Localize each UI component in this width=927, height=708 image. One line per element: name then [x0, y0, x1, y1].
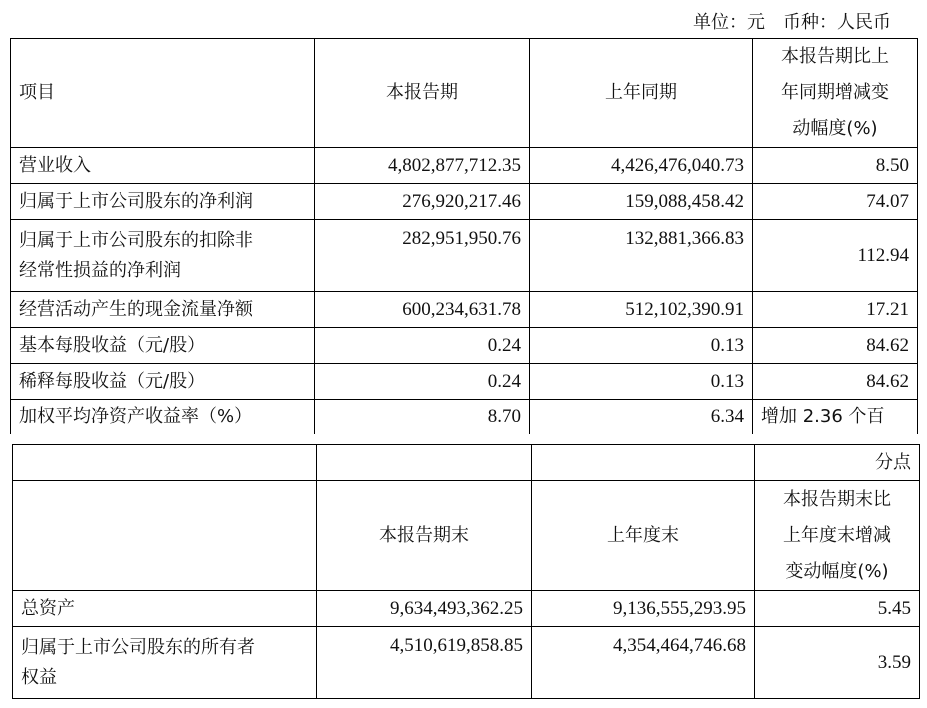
current-value: 4,802,877,712.35 [315, 148, 530, 184]
row-label: 基本每股收益（元/股） [11, 328, 315, 364]
current-value: 4,510,619,858.85 [317, 627, 532, 699]
previous-value: 0.13 [530, 364, 753, 400]
continuation-row [13, 445, 920, 481]
change-value: 84.62 [753, 364, 918, 400]
row-label: 经营活动产生的现金流量净额 [11, 292, 315, 328]
current-value: 9,634,493,362.25 [317, 591, 532, 627]
row-label: 加权平均净资产收益率（%） [11, 400, 315, 434]
header-previous-period: 上年同期 [530, 39, 753, 148]
table-header-row [11, 39, 918, 148]
current-value: 276,920,217.46 [315, 184, 530, 220]
table-row [11, 400, 918, 434]
financial-indicators-table [10, 38, 918, 434]
row-label: 营业收入 [11, 148, 315, 184]
current-value: 600,234,631.78 [315, 292, 530, 328]
previous-value: 132,881,366.83 [530, 220, 753, 292]
row-label: 归属于上市公司股东的净利润 [11, 184, 315, 220]
table-row [11, 328, 918, 364]
table-row [11, 364, 918, 400]
change-value: 74.07 [753, 184, 918, 220]
current-value: 282,951,950.76 [315, 220, 530, 292]
table-row [13, 627, 920, 699]
change-value: 增加 2.36 个百 [753, 400, 918, 434]
previous-value: 512,102,390.91 [530, 292, 753, 328]
table-row [13, 591, 920, 627]
previous-value: 6.34 [530, 400, 753, 434]
current-value: 8.70 [315, 400, 530, 434]
header-current-period: 本报告期 [315, 39, 530, 148]
header-item [13, 481, 317, 591]
table-row [11, 292, 918, 328]
table-row [11, 220, 918, 292]
previous-value: 159,088,458.42 [530, 184, 753, 220]
previous-value: 9,136,555,293.95 [532, 591, 755, 627]
current-value: 0.24 [315, 364, 530, 400]
unit-currency-note: 单位：元 币种：人民币 [693, 12, 891, 33]
change-value: 17.21 [753, 292, 918, 328]
change-value: 3.59 [755, 627, 920, 699]
header-period-end: 本报告期末 [317, 481, 532, 591]
header-change-rate: 本报告期比上 年同期增减变 动幅度(%) [753, 39, 918, 148]
table-row [11, 184, 918, 220]
previous-value: 4,426,476,040.73 [530, 148, 753, 184]
previous-value: 4,354,464,746.68 [532, 627, 755, 699]
change-value: 8.50 [753, 148, 918, 184]
current-value: 0.24 [315, 328, 530, 364]
header-previous-year-end: 上年度末 [532, 481, 755, 591]
table-header-row [13, 481, 920, 591]
continuation-text: 分点 [755, 445, 920, 481]
row-label: 归属于上市公司股东的扣除非 经常性损益的净利润 [11, 220, 315, 292]
previous-value: 0.13 [530, 328, 753, 364]
header-change-rate: 本报告期末比 上年度末增减 变动幅度(%) [755, 481, 920, 591]
header-item: 项目 [11, 39, 315, 148]
row-label: 归属于上市公司股东的所有者 权益 [13, 627, 317, 699]
row-label: 稀释每股收益（元/股） [11, 364, 315, 400]
table-row [11, 148, 918, 184]
change-value: 112.94 [753, 220, 918, 292]
row-label: 总资产 [13, 591, 317, 627]
financial-position-table [12, 444, 920, 699]
change-value: 5.45 [755, 591, 920, 627]
change-value: 84.62 [753, 328, 918, 364]
